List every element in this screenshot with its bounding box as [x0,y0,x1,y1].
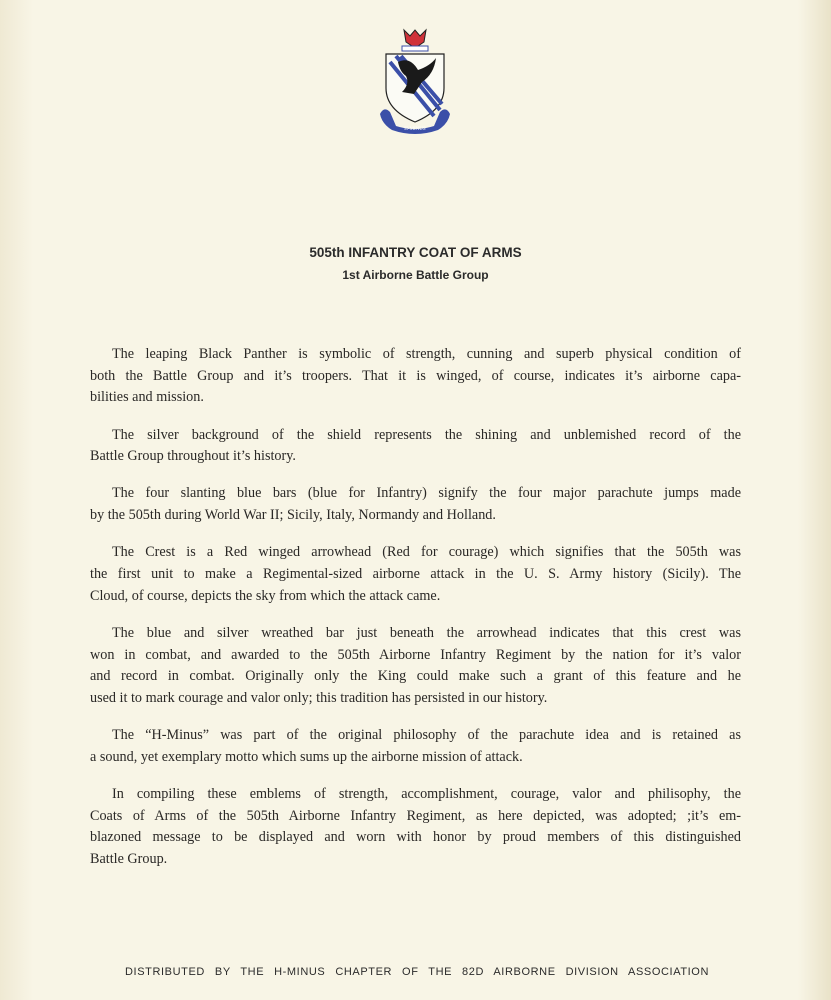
paragraph-line: The blue and silver wreathed bar just beneath the arrowhead indicates that this crest was [112,624,741,641]
paragraph-line: won in combat, and awarded to the 505th Airborne Infantry Regiment by the nation for it’s valor [90,646,741,663]
paragraph-line: In compiling these emblems of strength, accomplishment, courage, valor and philisophy, the [112,786,741,802]
paragraph-line: Cloud, of course, depicts the sky from which the attack came. [90,587,441,604]
paragraph-line: both the Battle Group and it’s troopers. That it is winged, of course, indicates it’s airborne capa- [90,367,741,384]
paragraph [90,542,741,607]
document-body [90,344,741,886]
paragraph-line: bilities and mission. [90,389,204,406]
paragraph-line: Coats of Arms of the 505th Airborne Infantry Regiment, as here depicted, was adopted; ;it’s em- [90,807,741,824]
paragraph-line: Battle Group. [90,851,168,868]
document-title: 505th INFANTRY COAT OF ARMS [309,245,522,260]
paragraph-line: The “H-Minus” was part of the original philosophy of the parachute idea and is retained as [112,727,741,744]
paragraph [90,344,741,409]
paragraph-line: a sound, yet exemplary motto which sums up the airborne mission of attack. [90,748,523,765]
coat-of-arms-crest-logo [374,26,456,136]
paragraph [90,623,741,710]
paragraph [90,725,741,768]
document-subtitle: 1st Airborne Battle Group [342,268,489,282]
paragraph-line: The four slanting blue bars (blue for Infantry) signify the four major parachute jumps made [112,485,741,502]
paragraph [90,784,741,871]
paragraph-line: The leaping Black Panther is symbolic of strength, cunning and superb physical condition of [112,346,741,362]
paragraph-line: The Crest is a Red winged arrowhead (Red for courage) which signifies that the 505th was [112,544,741,561]
paragraph-line: used it to mark courage and valor only; this tradition has persisted in our history. [90,689,548,706]
paragraph-line: The silver background of the shield represents the shining and unblemished record of the [112,426,741,443]
paragraph-line: by the 505th during World War II; Sicily, Italy, Normandy and Holland. [90,507,496,524]
paragraph-line: and record in combat. Originally only the King could make such a grant of this feature and he [90,668,741,685]
svg-text:H-MINUS: H-MINUS [404,127,426,132]
paragraph-line: blazoned message to be displayed and worn with honor by proud members of this distinguished [90,829,741,846]
paragraph-line: the first unit to make a Regimental-sized airborne attack in the U. S. Army history (Sicily). The [90,566,741,582]
paragraph-line: Battle Group throughout it’s history. [90,448,296,465]
paragraph [90,483,741,526]
paragraph [90,425,741,468]
footer-distribution-note: DISTRIBUTED BY THE H-MINUS CHAPTER OF THE 82D AIRBORNE DIVISION ASSOCIATION [125,966,709,978]
